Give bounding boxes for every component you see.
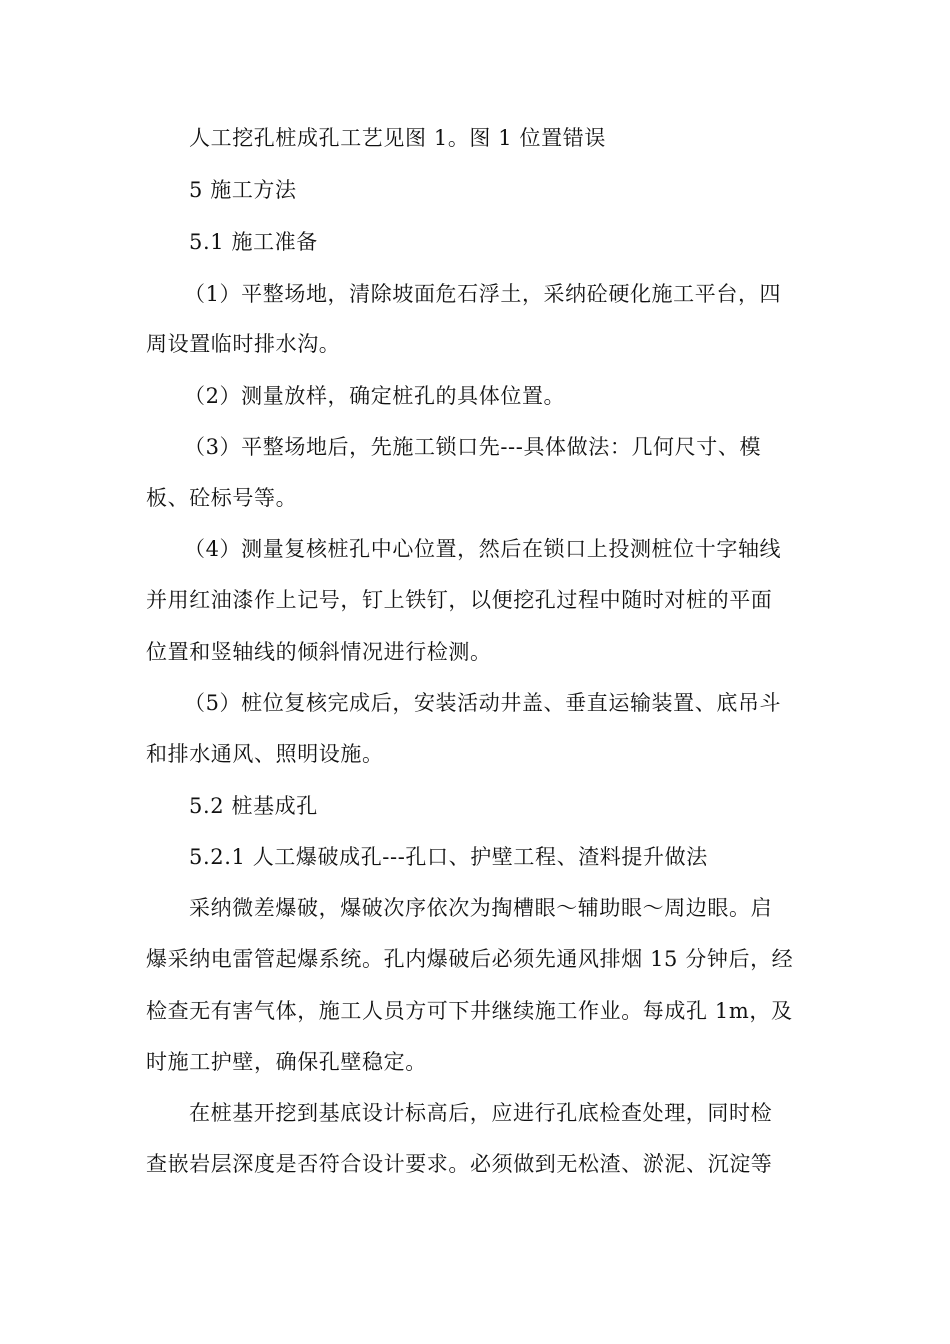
text-line: 检查无有害气体，施工人员方可下井继续施工作业。每成孔 1m，及 [146,999,793,1023]
text-line: （3）平整场地后，先施工锁口先---具体做法：几何尺寸、模 [184,435,762,459]
subsection-heading: 5.1 施工准备 [189,230,318,254]
subsection-heading: 5.2 桩基成孔 [189,794,318,818]
text-line: 和排水通风、照明设施。 [146,742,384,766]
subsection-heading: 5.2.1 人工爆破成孔---孔口、护壁工程、渣料提升做法 [189,845,708,869]
text-line: （4）测量复核桩孔中心位置，然后在锁口上投测桩位十字轴线 [184,537,782,561]
text-line: 位置和竖轴线的倾斜情况进行检测。 [146,640,492,664]
text-line: 在桩基开挖到基底设计标高后，应进行孔底检查处理，同时检 [189,1101,773,1125]
text-line: （1）平整场地，清除坡面危石浮土，采纳砼硬化施工平台，四 [184,282,782,306]
text-line: 人工挖孔桩成孔工艺见图 1。图 1 位置错误 [189,126,606,150]
text-line: 爆采纳电雷管起爆系统。孔内爆破后必须先通风排烟 15 分钟后，经 [146,947,794,971]
text-line: 采纳微差爆破，爆破次序依次为掏槽眼～辅助眼～周边眼。启 [189,896,773,920]
text-line: 并用红油漆作上记号，钉上铁钉，以便挖孔过程中随时对桩的平面 [146,588,773,612]
text-line: 时施工护壁，确保孔壁稳定。 [146,1050,427,1074]
text-line: （2）测量放样，确定桩孔的具体位置。 [184,384,566,408]
text-line: 板、砼标号等。 [146,486,298,510]
text-line: 查嵌岩层深度是否符合设计要求。必须做到无松渣、淤泥、沉淀等 [146,1152,773,1176]
section-heading: 5 施工方法 [189,178,297,202]
text-line: 周设置临时排水沟。 [146,332,341,356]
text-line: （5）桩位复核完成后，安装活动井盖、垂直运输装置、底吊斗 [184,691,782,715]
